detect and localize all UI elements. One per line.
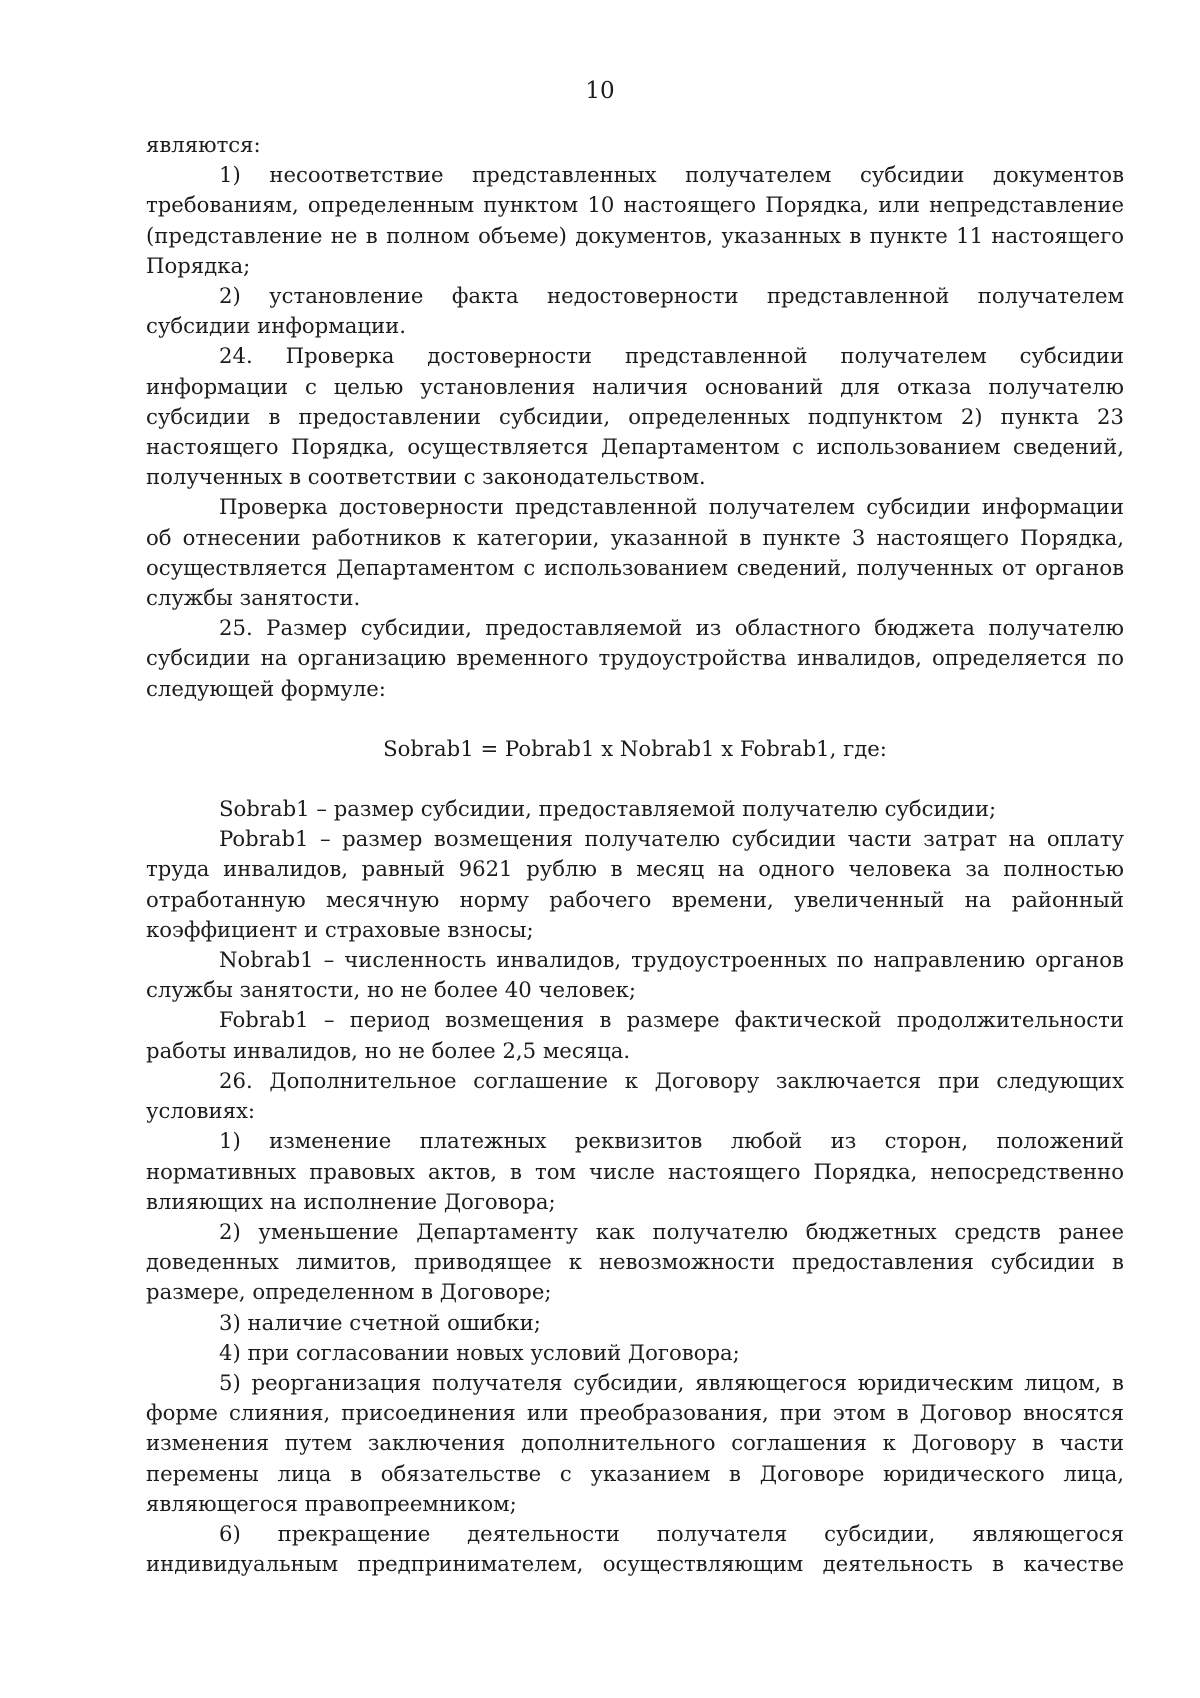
paragraph-def-sobrab: Sobrab1 – размер субсидии, предоставляемой получателю субсидии; [219, 796, 997, 822]
paragraph-condition-2: 2) уменьшение Департаменту как получателю бюджетных средств ранее доведенных лимитов, приводящее к невозможности предоставления субсидии в размере, определенном в Договоре; [146, 1218, 1124, 1305]
paragraph-def-fobrab: Fobrab1 – период возмещения в размере фактической продолжительности работы инвалидов, но не более 2,5 месяца. [146, 1007, 1124, 1063]
paragraph-condition-4: 4) при согласовании новых условий Договора; [219, 1339, 740, 1365]
paragraph-condition-1: 1) изменение платежных реквизитов любой из сторон, положений нормативных правовых актов, в том числе настоящего Порядка, непосредственно влияющих на исполнение Договора; [146, 1128, 1124, 1214]
paragraph-clause-24-verification: Проверка достоверности представленной получателем субсидии информации об отнесении работников к категории, указанной в пункте 3 настоящего Порядка, осуществляется Департаментом с использованием сведений, полученных от органов службы занятости. [146, 494, 1124, 611]
paragraph-clause-24: 24. Проверка достоверности представленной получателем субсидии информации с целью установления наличия оснований для отказа получателю субсидии в предоставлении субсидии, определенных подпунктом 2) пункта 23 настоящего Порядка, осуществляется Департаментом с использованием сведений, полученных в соответствии с законодательством. [146, 343, 1124, 490]
paragraph-intro: являются: [146, 132, 261, 157]
paragraph-def-pobrab: Pobrab1 – размер возмещения получателю субсидии части затрат на оплату труда инвалидов, равный 9621 рублю в месяц на одного человека за полностью отработанную месячную норму рабочего времени, увеличенный на районный коэффициент и страховые взносы; [146, 826, 1124, 942]
paragraph-condition-6: 6) прекращение деятельности получателя субсидии, являющегося индивидуальным предпринимателем, осуществляющим деятельность в качестве [146, 1520, 1124, 1577]
paragraph-condition-5: 5) реорганизация получателя субсидии, являющегося юридическим лицом, в форме слияния, присоединения или преобразования, при этом в Договор вносятся изменения путем заключения дополнительного соглашения к Договору в части перемены лица в обязательстве с указанием в Договоре юридического лица, являющегося правопреемником; [146, 1369, 1124, 1516]
paragraph-item-1: 1) несоответствие представленных получателем субсидии документов требованиям, определенным пунктом 10 настоящего Порядка, или непредставление (представление не в полном объеме) документов, указанных в пункте 11 настоящего Порядка; [146, 162, 1124, 278]
paragraph-clause-25: 25. Размер субсидии, предоставляемой из областного бюджета получателю субсидии на организацию временного трудоустройства инвалидов, определяется по следующей формуле: [146, 615, 1124, 701]
page-number: 10 [585, 78, 615, 104]
paragraph-item-2: 2) установление факта недостоверности представленной получателем субсидии информации. [146, 283, 1124, 339]
paragraph-condition-3: 3) наличие счетной ошибки; [219, 1309, 541, 1335]
paragraph-clause-26: 26. Дополнительное соглашение к Договору заключается при следующих условиях: [146, 1067, 1124, 1124]
document-body [146, 130, 1124, 1579]
formula: Sobrab1 = Pobrab1 x Nobrab1 x Fobrab1, где: [383, 735, 887, 761]
paragraph-def-nobrab: Nobrab1 – численность инвалидов, трудоустроенных по направлению органов службы занятости, но не более 40 человек; [146, 947, 1124, 1003]
